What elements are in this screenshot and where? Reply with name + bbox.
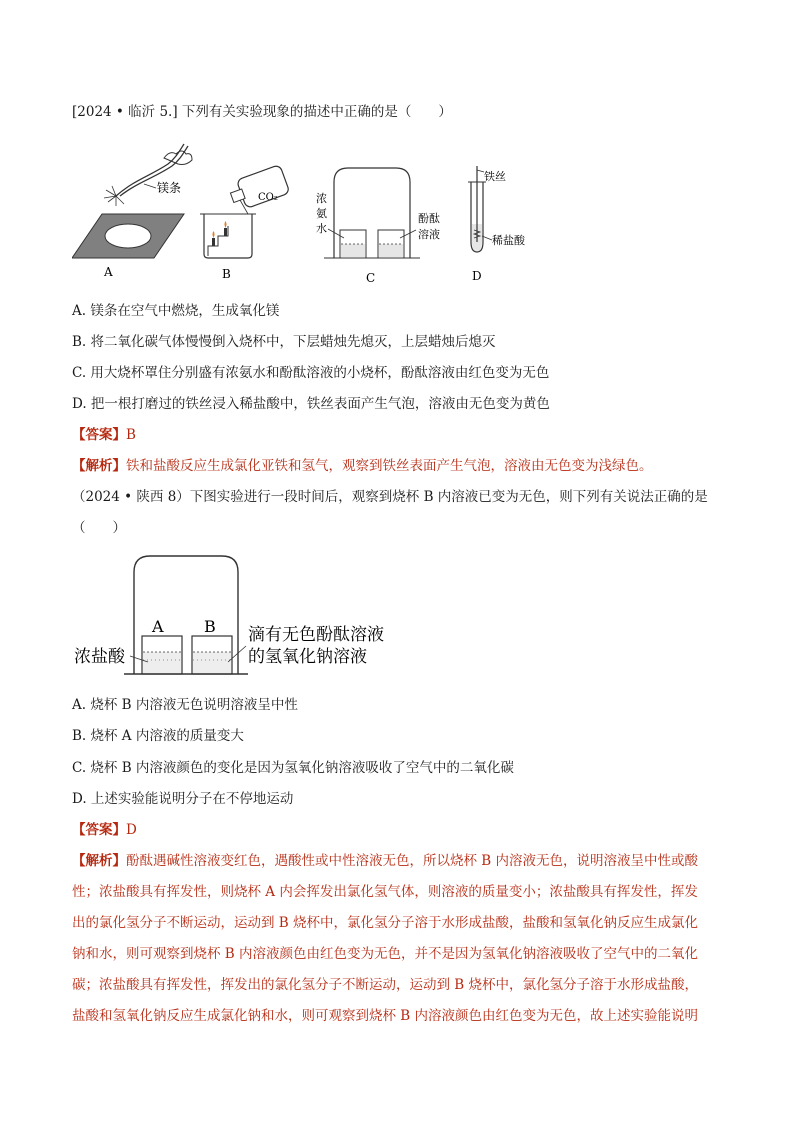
q2-option-d: D. 上述实验能说明分子在不停地运动 — [72, 791, 294, 807]
analysis-text: 铁和盐酸反应生成氯化亚铁和氢气，观察到铁丝表面产生气泡，溶液由无色变为浅绿色。 — [126, 458, 653, 474]
label-conc-hcl: 浓盐酸 — [74, 647, 125, 667]
figure-b-letter: B — [222, 267, 231, 281]
analysis-tag: 【解析】 — [72, 458, 126, 474]
figure-a-letter: A — [104, 265, 113, 279]
label-iron-wire: 铁丝 — [484, 170, 506, 183]
q1-answer — [72, 426, 136, 444]
q1-analysis — [72, 457, 653, 475]
label-phenolphthalein-2: 溶液 — [418, 228, 440, 241]
label-phenolphthalein-1: 酚酞 — [418, 212, 440, 225]
q2-analysis-line1 — [72, 852, 698, 870]
label-magnesium: 镁条 — [157, 181, 182, 195]
q2-analysis-line2: 性；浓盐酸具有挥发性，则烧杯 A 内会挥发出氯化氢气体，则溶液的质量变小；浓盐酸具有挥发性，挥发 — [72, 884, 698, 900]
label-naoh-2: 的氢氧化钠溶液 — [248, 647, 367, 667]
figure-d — [468, 166, 526, 283]
q1-figure — [72, 138, 532, 286]
figure-a — [72, 144, 192, 279]
q2-option-b: B. 烧杯 A 内溶液的质量变大 — [72, 728, 244, 744]
answer-value: B — [126, 427, 136, 443]
q2-answer — [72, 821, 137, 839]
q2-stem-line2: （ ） — [72, 520, 126, 536]
q2-analysis-line6: 盐酸和氢氧化钠反应生成氯化钠和水，则可观察到烧杯 B 内溶液颜色由红色变为无色，故上述实验能说明 — [72, 1008, 699, 1024]
q1-option-c: C. 用大烧杯罩住分别盛有浓氨水和酚酞溶液的小烧杯，酚酞溶液由红色变为无色 — [72, 365, 550, 381]
q2-option-a: A. 烧杯 B 内溶液无色说明溶液呈中性 — [72, 697, 298, 713]
q2-stem-line1: （2024 • 陕西 8）下图实验进行一段时间后，观察到烧杯 B 内溶液已变为无色，则下列有关说法正确的是 — [72, 489, 708, 505]
label-ammonia-1: 浓 — [316, 192, 327, 205]
label-ammonia-3: 水 — [316, 222, 327, 235]
figure-b — [200, 165, 290, 281]
figure-c-letter: C — [366, 271, 376, 285]
q2-analysis-line4: 钠和水，则可观察到烧杯 B 内溶液颜色由红色变为无色，并不是因为氢氧化钠溶液吸收了空气中的二氧化 — [72, 946, 699, 962]
figure-c — [316, 168, 440, 285]
q1-option-d: D. 把一根打磨过的铁丝浸入稀盐酸中，铁丝表面产生气泡，溶液由无色变为黄色 — [72, 396, 550, 412]
beaker-b-label: B — [204, 617, 216, 636]
figure-d-letter: D — [472, 269, 482, 283]
q2-figure — [72, 550, 432, 682]
q1-option-a: A. 镁条在空气中燃烧，生成氧化镁 — [72, 303, 280, 319]
label-dilute-hcl: 稀盐酸 — [492, 234, 525, 247]
label-naoh-1: 滴有无色酚酞溶液 — [248, 625, 384, 645]
q2-analysis-line3: 出的氯化氢分子不断运动，运动到 B 烧杯中，氯化氢分子溶于水形成盐酸，盐酸和氢氧化钠反应生成氯化 — [72, 915, 699, 931]
q2-analysis-line5: 碳；浓盐酸具有挥发性，挥发出的氯化氢分子不断运动，运动到 B 烧杯中，氯化氢分子溶于水形成盐酸， — [72, 977, 699, 993]
beaker-a-label: A — [152, 617, 164, 636]
label-ammonia-2: 氨 — [316, 207, 327, 220]
q2-option-c: C. 烧杯 B 内溶液颜色的变化是因为氢氧化钠溶液吸收了空气中的二氧化碳 — [72, 760, 514, 776]
analysis-text: 酚酞遇碱性溶液变红色，遇酸性或中性溶液无色，所以烧杯 B 内溶液无色，说明溶液呈中性或酸 — [126, 853, 699, 869]
answer-tag: 【答案】 — [72, 822, 126, 838]
q1-option-b: B. 将二氧化碳气体慢慢倒入烧杯中，下层蜡烛先熄灭，上层蜡烛后熄灭 — [72, 334, 496, 350]
q1-stem: [2024 • 临沂 5.] 下列有关实验现象的描述中正确的是（ ） — [72, 104, 452, 120]
label-co2: CO₂ — [258, 192, 278, 203]
analysis-tag: 【解析】 — [72, 853, 126, 869]
answer-value: D — [126, 822, 137, 838]
answer-tag: 【答案】 — [72, 427, 126, 443]
